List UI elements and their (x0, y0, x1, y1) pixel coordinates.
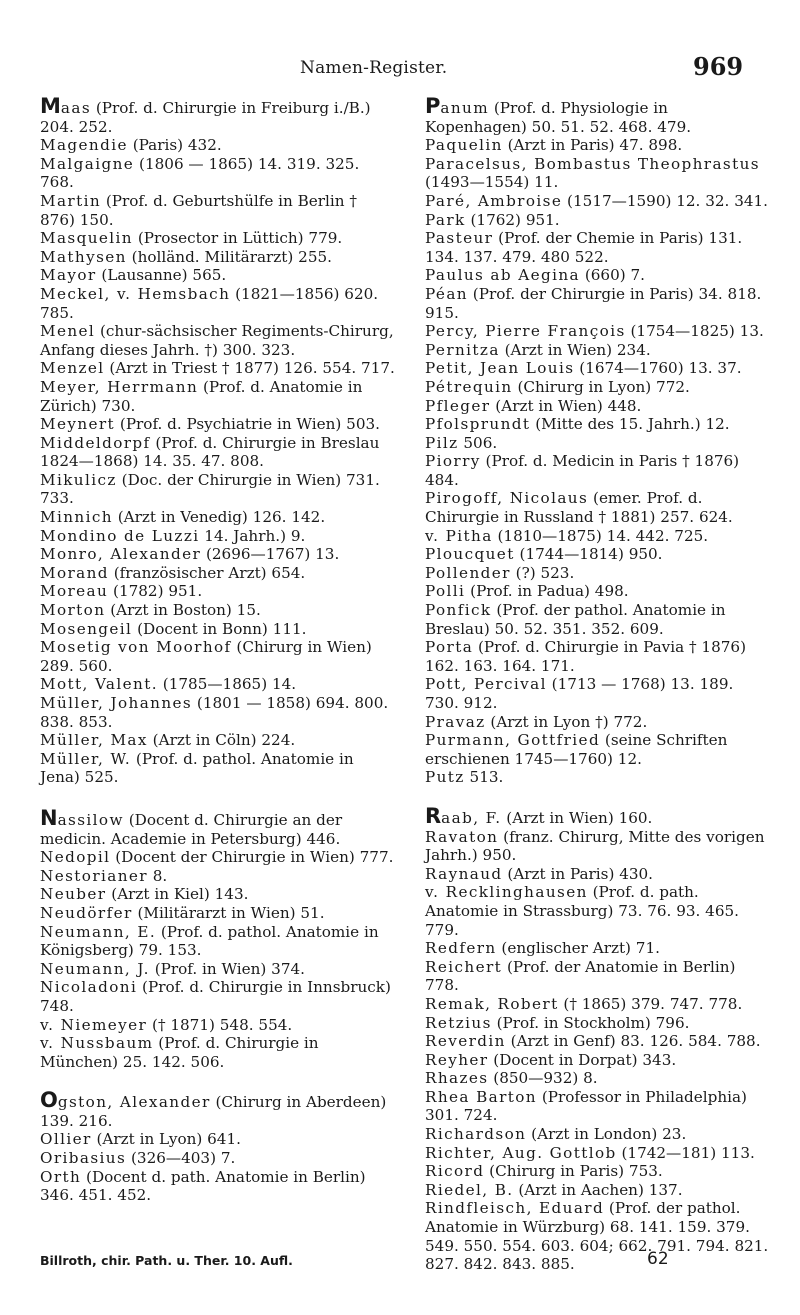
entry-detail: (Arzt in Lyon) 641. (91, 1130, 241, 1149)
index-entry (425, 601, 770, 638)
section-p (425, 94, 770, 787)
entry-name: Percy, Pierre François (425, 322, 626, 341)
index-entry (425, 582, 770, 601)
entry-name: Morton (40, 601, 106, 620)
entry-detail: († 1865) 379. 747. 778. (558, 994, 743, 1013)
entry-detail: (Prof. in Stockholm) 796. (491, 1013, 690, 1032)
entry-name: Menel (40, 322, 96, 341)
entry-name: Ravaton (425, 827, 499, 846)
entry-detail: (Docent d. Chirurgie an der medicin. Academie in Petersburg) 446. (40, 810, 343, 848)
index-entry (425, 434, 770, 453)
entry-detail: (Prof. d. path. Anatomie in Strassburg) 73. 76. 93. 465. 779. (425, 883, 739, 939)
entry-detail: (1713 — 1768) 13. 189. 730. 912. (425, 675, 734, 712)
entry-detail: 506. (458, 433, 498, 452)
index-entry (40, 192, 395, 229)
entry-name: Remak, Robert (425, 994, 559, 1013)
entry-name: Monro, Alexander (40, 545, 202, 564)
entry-detail: (Arzt in Venedig) 126. 142. (112, 508, 326, 527)
entry-detail: (1517—1590) 12. 32. 341. (562, 191, 769, 210)
index-entry (40, 904, 395, 923)
index-entry (40, 248, 395, 267)
entry-name: Richter, Aug. Gottlob (425, 1143, 617, 1162)
entry-name: Pasteur (425, 229, 494, 248)
entry-detail: (franz. Chirurg, Mitte des vorigen Jahrh.) 950. (425, 827, 765, 865)
index-entry (40, 675, 395, 694)
index-entry (40, 527, 395, 546)
entry-detail: (Prof. der Anatomie in Berlin) 778. (425, 957, 736, 995)
entry-name: Nedopil (40, 848, 111, 867)
index-entry (425, 865, 770, 884)
entry-detail: (Arzt in Paris) 47. 898. (502, 136, 683, 155)
entry-name: Menzel (40, 359, 105, 378)
index-entry (425, 229, 770, 266)
index-entry (425, 1144, 770, 1163)
entry-detail: (Paris) 432. (127, 136, 222, 155)
entry-detail: (Professor in Philadelphia) 301. 724. (425, 1087, 747, 1125)
entry-name: Meynert (40, 415, 116, 434)
entry-name: Neumann, E. (40, 922, 157, 941)
section-o (40, 1088, 395, 1205)
entry-detail: (Prof. d. Physiologie in Kopenhagen) 50. 51. 52. 468. 479. (425, 99, 692, 136)
entry-detail: (Prof. d. pathol. Anatomie in Königsberg) 79. 153. (40, 922, 379, 960)
entry-detail: (Arzt in Genf) 83. 126. 584. 788. (505, 1032, 761, 1051)
index-entry (425, 731, 770, 768)
index-entry (425, 828, 770, 865)
entry-detail: (Docent der Chirurgie in Wien) 777. (110, 848, 394, 867)
entry-detail: (1821—1856) 620. 785. (40, 284, 379, 322)
running-title: Namen-Register. (300, 58, 448, 78)
entry-name: assilow (57, 810, 124, 829)
index-entry (40, 960, 395, 979)
entry-name: Ploucquet (425, 545, 515, 564)
entry-name: Riedel, B. (425, 1180, 514, 1199)
entry-detail: (850—932) 8. (488, 1069, 598, 1088)
entry-name: Moreau (40, 582, 109, 601)
index-entry (425, 155, 770, 192)
index-entry (40, 1088, 395, 1130)
entry-detail: (Arzt in Cöln) 224. (147, 731, 296, 750)
entry-name: aas (60, 99, 92, 117)
entry-detail: (Docent d. path. Anatomie in Berlin) 346. 451. 452. (40, 1167, 366, 1205)
entry-name: Petit, Jean Louis (425, 359, 575, 378)
entry-name: Martin (40, 191, 102, 210)
index-entry (40, 805, 395, 848)
section-initial: M (40, 94, 61, 118)
page-header (0, 52, 800, 82)
entry-detail: (1806 — 1865) 14. 319. 325. 768. (40, 154, 360, 192)
index-entry (425, 713, 770, 732)
index-entry (425, 397, 770, 416)
section-m (40, 94, 395, 787)
entry-detail: (1744—1814) 950. (514, 545, 663, 564)
entry-name: Piorry (425, 452, 481, 471)
entry-detail: (Prof. der Chirurgie in Paris) 34. 818. 915. (425, 284, 762, 322)
index-entry (425, 939, 770, 958)
entry-name: gston, Alexander (57, 1093, 211, 1112)
entry-detail: (Prof. d. Psychiatrie in Wien) 503. (115, 415, 380, 434)
index-entry (40, 750, 395, 787)
entry-detail: (660) 7. (580, 266, 646, 285)
index-entry (40, 471, 395, 508)
index-entry (425, 1162, 770, 1181)
entry-name: Polli (425, 582, 466, 601)
entry-detail: (?) 523. (510, 563, 575, 582)
entry-name: Putz (425, 768, 465, 787)
entry-name: Pilz (425, 433, 459, 452)
entry-name: Péan (425, 284, 468, 303)
index-entry (425, 192, 770, 211)
entry-name: Mosetig von Moorhof (40, 638, 232, 657)
entry-name: Neudörfer (40, 903, 133, 922)
index-entry (425, 1199, 770, 1273)
entry-name: Purmann, Gottfried (425, 731, 601, 750)
entry-name: Mikulicz (40, 470, 117, 489)
index-entry (425, 1181, 770, 1200)
entry-name: Nestorianer (40, 866, 148, 885)
index-entry (40, 434, 395, 471)
entry-detail: (1810—1875) 14. 442. 725. (492, 526, 709, 545)
index-entry (40, 229, 395, 248)
entry-name: Müller, W. (40, 749, 132, 768)
entry-name: Rindfleisch, Eduard (425, 1199, 605, 1218)
index-entry (425, 803, 770, 828)
entry-name: Neuber (40, 885, 107, 904)
entry-detail: (emer. Prof. d. Chirurgie in Russland † 1881) 257. 624. (425, 489, 733, 527)
entry-detail: (Arzt in Boston) 15. (105, 601, 261, 620)
index-entry (40, 359, 395, 378)
index-entry (425, 359, 770, 378)
entry-detail: (1754—1825) 13. (625, 322, 764, 341)
entry-name: Oribasius (40, 1149, 127, 1168)
entry-detail: (Prof. in Wien) 374. (149, 959, 305, 978)
entry-detail: (Prof. in Padua) 498. (465, 582, 629, 601)
index-entry (40, 1034, 395, 1071)
entry-name: Rhazes (425, 1069, 489, 1088)
entry-detail: (Prof. d. Chirurgie in Innsbruck) 748. (40, 978, 391, 1015)
index-entry (40, 1168, 395, 1205)
index-entry (40, 848, 395, 867)
index-entry (40, 1130, 395, 1149)
entry-name: Paquelin (425, 136, 503, 155)
index-entry (40, 322, 395, 359)
index-entry (425, 1125, 770, 1144)
index-entry (425, 1088, 770, 1125)
entry-detail: (Docent in Bonn) 111. (132, 619, 307, 638)
entry-detail: (Prof. d. Chirurgie in München) 25. 142. 506. (40, 1034, 319, 1071)
section-initial: R (425, 803, 442, 828)
index-entry (40, 582, 395, 601)
entry-detail: (1785—1865) 14. (157, 675, 297, 694)
entry-detail: 8. (147, 866, 168, 885)
index-entry (40, 415, 395, 434)
entry-name: Pétrequin (425, 377, 513, 396)
entry-name: Paré, Ambroise (425, 191, 563, 210)
entry-detail: (Prof. d. Medicin in Paris † 1876) 484. (425, 452, 740, 489)
entry-detail: (Prof. der pathol. Anatomie in Würzburg) 68. 141. 159. 379. 549. 550. 554. 603. 604; 662. 791. 794. 821. 827. 842. 843. 885. (425, 1199, 769, 1274)
entry-detail: († 1871) 548. 554. (147, 1015, 293, 1034)
entry-name: Raynaud (425, 864, 503, 883)
index-entry (425, 675, 770, 712)
entry-name: anum (440, 99, 490, 117)
entry-name: Mayor (40, 266, 97, 285)
index-entry (425, 322, 770, 341)
entry-detail: (Prof. der pathol. Anatomie in Breslau) 50. 52. 351. 352. 609. (425, 601, 726, 638)
entry-name: Richardson (425, 1125, 527, 1144)
index-entry (425, 489, 770, 526)
index-entry (425, 415, 770, 434)
entry-detail: (Arzt in Aachen) 137. (513, 1180, 683, 1199)
entry-name: Mondino de Luzzi (40, 526, 200, 545)
index-entry (40, 155, 395, 192)
entry-name: Ricord (425, 1162, 485, 1181)
index-entry (40, 601, 395, 620)
entry-name: Pfolsprundt (425, 415, 531, 434)
entry-detail: (Prof. d. Anatomie in Zürich) 730. (40, 377, 363, 415)
entry-name: Ollier (40, 1130, 92, 1149)
entry-detail: (holländ. Militärarzt) 255. (126, 247, 332, 266)
entry-detail: (326—403) 7. (126, 1149, 236, 1168)
entry-name: Pott, Percival (425, 675, 547, 694)
index-entry (425, 341, 770, 360)
entry-detail: (Arzt in Wien) 448. (490, 396, 642, 415)
entry-detail: (Arzt in Kiel) 143. (106, 885, 249, 904)
index-entry (425, 94, 770, 136)
entry-name: Müller, Max (40, 731, 148, 750)
index-entry (40, 136, 395, 155)
index-entry (425, 883, 770, 939)
entry-detail: 513. (464, 768, 504, 787)
entry-name: aab, F. (441, 808, 502, 827)
entry-detail: (Chirurg in Lyon) 772. (512, 377, 690, 396)
index-entry (40, 1149, 395, 1168)
entry-detail: (Lausanne) 565. (96, 266, 227, 285)
entry-detail: 14. Jahrh.) 9. (199, 526, 306, 545)
entry-name: Middeldorpf (40, 433, 151, 452)
index-entry (425, 378, 770, 397)
entry-name: v. Pitha (425, 526, 493, 545)
index-entry (40, 266, 395, 285)
index-entry (40, 545, 395, 564)
entry-detail: (1493—1554) 11. (425, 173, 559, 192)
entry-name: Müller, Johannes (40, 694, 193, 712)
entry-detail: (1762) 951. (465, 210, 560, 229)
index-entry (40, 923, 395, 960)
index-entry (425, 1051, 770, 1070)
index-entry (40, 1016, 395, 1035)
entry-name: v. Recklinghausen (425, 883, 588, 902)
index-entry (425, 958, 770, 995)
index-entry (40, 285, 395, 322)
page-number: 969 (693, 52, 744, 81)
entry-name: Ponfick (425, 601, 492, 620)
section-n (40, 805, 395, 1071)
index-entry (40, 694, 395, 731)
entry-name: Nicoladoni (40, 978, 138, 997)
entry-detail: (Chirurg in Wien) 289. 560. (40, 638, 372, 675)
entry-detail: (Arzt in Wien) 234. (499, 340, 651, 359)
entry-name: Pollender (425, 563, 511, 582)
index-entry (40, 867, 395, 886)
entry-name: Retzius (425, 1013, 492, 1032)
index-entry (40, 731, 395, 750)
index-entry (425, 452, 770, 489)
entry-detail: (Arzt in Lyon †) 772. (485, 712, 648, 731)
entry-detail: (Chirurg in Aberdeen) 139. 216. (40, 1093, 387, 1130)
entry-detail: (Prof. d. Chirurgie in Freiburg i./B.) 204. 252. (40, 99, 371, 136)
index-entry (40, 885, 395, 904)
entry-detail: (1782) 951. (108, 582, 203, 601)
footer-imprint: Billroth, chir. Path. u. Ther. 10. Aufl. (40, 1253, 293, 1268)
index-entry (40, 508, 395, 527)
entry-detail: (chur-sächsischer Regiments-Chirurg, Anfang dieses Jahrh. †) 300. 323. (40, 322, 394, 359)
index-entry (425, 768, 770, 787)
entry-detail: (Mitte des 15. Jahrh.) 12. (530, 415, 730, 434)
entry-detail: (Prof. d. Geburtshülfe in Berlin † 876) 150. (40, 191, 357, 229)
index-entry (40, 564, 395, 583)
entry-name: Pravaz (425, 712, 486, 731)
index-entry (40, 978, 395, 1015)
entry-name: Orth (40, 1167, 82, 1186)
entry-detail: (Prosector in Lüttich) 779. (133, 229, 343, 248)
entry-name: Redfern (425, 939, 497, 958)
right-column (425, 94, 770, 1274)
entry-detail: (1674—1760) 13. 37. (574, 359, 742, 378)
index-entry (425, 136, 770, 155)
entry-name: Meyer, Herrmann (40, 377, 199, 396)
entry-name: Magendie (40, 136, 128, 155)
left-column (40, 94, 395, 1205)
index-entry (425, 638, 770, 675)
entry-name: Reverdin (425, 1032, 506, 1051)
entry-name: Mathysen (40, 247, 127, 266)
index-entry (425, 545, 770, 564)
index-entry (425, 1014, 770, 1033)
entry-name: Meckel, v. Hemsbach (40, 284, 231, 303)
section-initial: N (40, 805, 58, 830)
entry-name: Morand (40, 563, 109, 582)
entry-name: v. Nussbaum (40, 1034, 154, 1053)
entry-detail: (seine Schriften erschienen 1745—1760) 12. (425, 731, 728, 768)
entry-detail: (Arzt in Wien) 160. (501, 808, 653, 827)
index-entry (425, 1032, 770, 1051)
entry-detail: (Arzt in London) 23. (526, 1125, 687, 1144)
entry-name: Paulus ab Aegina (425, 266, 581, 285)
entry-name: Paracelsus, Bombastus Theophrastus (425, 154, 760, 173)
entry-name: Pfleger (425, 396, 491, 415)
entry-name: Minnich (40, 508, 113, 527)
entry-name: Park (425, 210, 466, 229)
entry-detail: (Prof. d. Chirurgie in Breslau 1824—1868) 14. 35. 47. 808. (40, 433, 380, 471)
entry-detail: (1801 — 1858) 694. 800. 838. 853. (40, 694, 389, 731)
entry-name: Mott, Valent. (40, 675, 158, 694)
sheet-signature: 62 (647, 1249, 669, 1269)
index-entry (40, 638, 395, 675)
section-initial: P (425, 94, 441, 118)
index-entry (40, 94, 395, 136)
index-entry (425, 211, 770, 230)
section-initial: O (40, 1088, 58, 1113)
entry-detail: (Arzt in Triest † 1877) 126. 554. 717. (104, 359, 395, 378)
entry-name: Pernitza (425, 340, 500, 359)
entry-name: Neumann, J. (40, 959, 150, 978)
entry-name: Masquelin (40, 229, 133, 248)
entry-name: Malgaigne (40, 154, 135, 173)
index-entry (425, 564, 770, 583)
entry-detail: (Arzt in Paris) 430. (502, 864, 654, 883)
entry-detail: (Chirurg in Paris) 753. (484, 1162, 663, 1181)
entry-detail: (1742—181) 113. (616, 1143, 755, 1162)
entry-name: Rhea Barton (425, 1087, 537, 1106)
index-entry (40, 378, 395, 415)
index-entry (425, 527, 770, 546)
section-r (425, 803, 770, 1274)
entry-name: Mosengeil (40, 619, 133, 638)
index-entry (425, 285, 770, 322)
entry-detail: (Prof. d. Chirurgie in Pavia † 1876) 162. 163. 164. 171. (425, 638, 746, 675)
entry-name: Pirogoff, Nicolaus (425, 489, 589, 508)
entry-detail: (Doc. der Chirurgie in Wien) 731. 733. (40, 470, 380, 508)
index-entry (40, 620, 395, 639)
entry-detail: (englischer Arzt) 71. (496, 939, 660, 958)
index-entry (425, 995, 770, 1014)
entry-detail: (Docent in Dorpat) 343. (488, 1050, 677, 1069)
entry-name: v. Niemeyer (40, 1015, 148, 1034)
entry-detail: (2696—1767) 13. (201, 545, 340, 564)
entry-name: Reyher (425, 1050, 489, 1069)
entry-name: Porta (425, 638, 474, 657)
entry-detail: (Prof. der Chemie in Paris) 131. 134. 137. 479. 480 522. (425, 229, 743, 266)
index-entry (425, 1069, 770, 1088)
entry-detail: (Militärarzt in Wien) 51. (132, 903, 325, 922)
index-entry (425, 266, 770, 285)
entry-detail: (Prof. d. pathol. Anatomie in Jena) 525. (40, 749, 354, 787)
entry-name: Reichert (425, 957, 503, 976)
entry-detail: (französischer Arzt) 654. (108, 563, 306, 582)
